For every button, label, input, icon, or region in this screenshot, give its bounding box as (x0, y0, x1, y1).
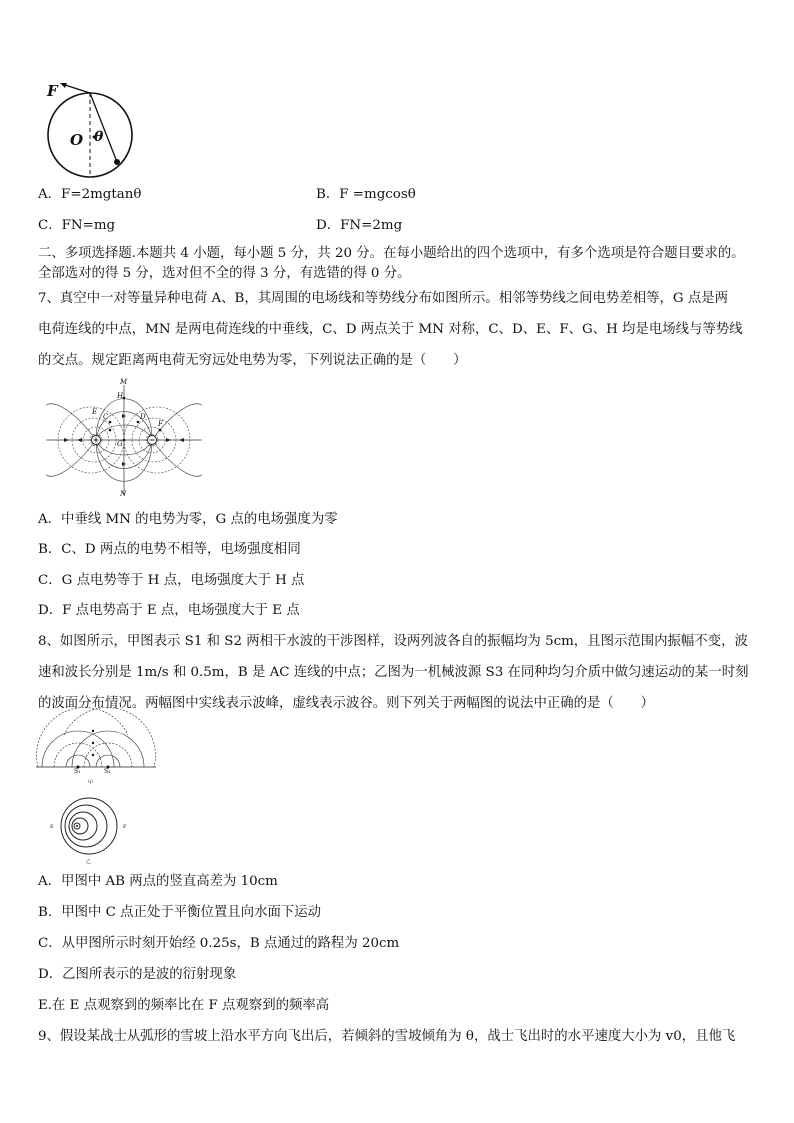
q8-doppler-figure (56, 795, 122, 857)
q9-stem-line1: 9、假设某战士从弧形的雪坡上沿水平方向飞出后，若倾斜的雪坡倾角为 θ，战士飞出时的水平速度大小为 v0，且他飞 (38, 1029, 736, 1044)
q7-option-d: D．F 点电势高于 E 点，电场强度大于 E 点 (38, 603, 300, 618)
q6-option-c: C．FN=mg (38, 218, 116, 233)
q7-option-c: C．G 点电势等于 H 点，电场强度大于 H 点 (38, 573, 305, 588)
q8-stem-line1: 8、如图所示，甲图表示 S1 和 S2 两相干水波的干涉图样，设两列波各自的振幅均为 5cm，且图示范围内振幅不变，波 (38, 634, 748, 649)
q8-option-d: D．乙图所表示的是波的衍射现象 (38, 967, 237, 982)
q7-stem-line1: 7、真空中一对等量异种电荷 A、B，其周围的电场线和等势线分布如图所示。相邻等势线之间电势差相等，G 点是两 (38, 291, 728, 306)
q7-label-g: G (117, 440, 123, 448)
q8-caption-jia: 甲 (88, 780, 94, 786)
q8-stem-line3: 的波面分布情况。两幅图中实线表示波峰，虚线表示波谷。则下列关于两幅图的说法中正确的是（ ） (38, 696, 654, 711)
q8-caption-yi: 乙 (86, 859, 92, 865)
q6-option-d: D．FN=2mg (316, 218, 403, 233)
q7-field-figure (44, 380, 204, 500)
q8-option-e: E.在 E 点观察到的频率比在 F 点观察到的频率高 (38, 998, 330, 1013)
q8-option-c: C．从甲图所示时刻开始经 0.25s，B 点通过的路程为 20cm (38, 936, 400, 951)
q7-option-a: A．中垂线 MN 的电势为零，G 点的电场强度为零 (38, 512, 338, 527)
q7-stem-line2: 电荷连线的中点，MN 是两电荷连线的中垂线，C、D 两点关于 MN 对称，C、D、E、F、G、H 均是电场线与等势线 (38, 322, 743, 337)
q8-label-f: F (123, 824, 127, 830)
q8-label-s1: S₁ (74, 768, 81, 775)
q7-label-c: C (103, 413, 109, 421)
q7-stem-line3: 的交点。规定距离两电荷无穷远处电势为零，下列说法正确的是（ ） (38, 353, 467, 368)
q8-label-e: E (50, 824, 54, 830)
q6-label-theta: θ (94, 129, 104, 145)
q7-label-d: D (140, 413, 146, 421)
q8-option-a: A．甲图中 AB 两点的竖直高差为 10cm (38, 874, 278, 889)
q6-label-o: O (70, 131, 84, 149)
q7-label-n: N (120, 490, 127, 498)
q6-option-b: B．F =mgcosθ (316, 187, 416, 202)
q6-option-a: A．F=2mgtanθ (38, 187, 142, 202)
q8-label-s2: S₂ (104, 768, 111, 775)
q7-label-m: M (120, 378, 128, 386)
q7-label-f: F (158, 420, 163, 428)
q6-label-f: F (47, 82, 58, 100)
q8-interference-figure (36, 725, 156, 780)
section2-heading-line2: 全部选对的得 5 分，选对但不全的得 3 分，有选错的得 0 分。 (38, 266, 411, 281)
q7-label-h: H (117, 392, 124, 400)
q8-stem-line2: 速和波长分别是 1m/s 和 0.5m，B 是 AC 连线的中点；乙图为一机械波源 S3 在同种均匀介质中做匀速运动的某一时刻 (38, 665, 749, 680)
q7-option-b: B．C、D 两点的电势不相等，电场强度相同 (38, 542, 301, 557)
q8-option-b: B．甲图中 C 点正处于平衡位置且向水面下运动 (38, 905, 322, 920)
section2-heading-line1: 二、多项选择题.本题共 4 小题，每小题 5 分，共 20 分。在每小题给出的四个选项中，有多个选项是符合题目要求的。 (38, 246, 745, 261)
q7-label-e: E (92, 408, 98, 416)
